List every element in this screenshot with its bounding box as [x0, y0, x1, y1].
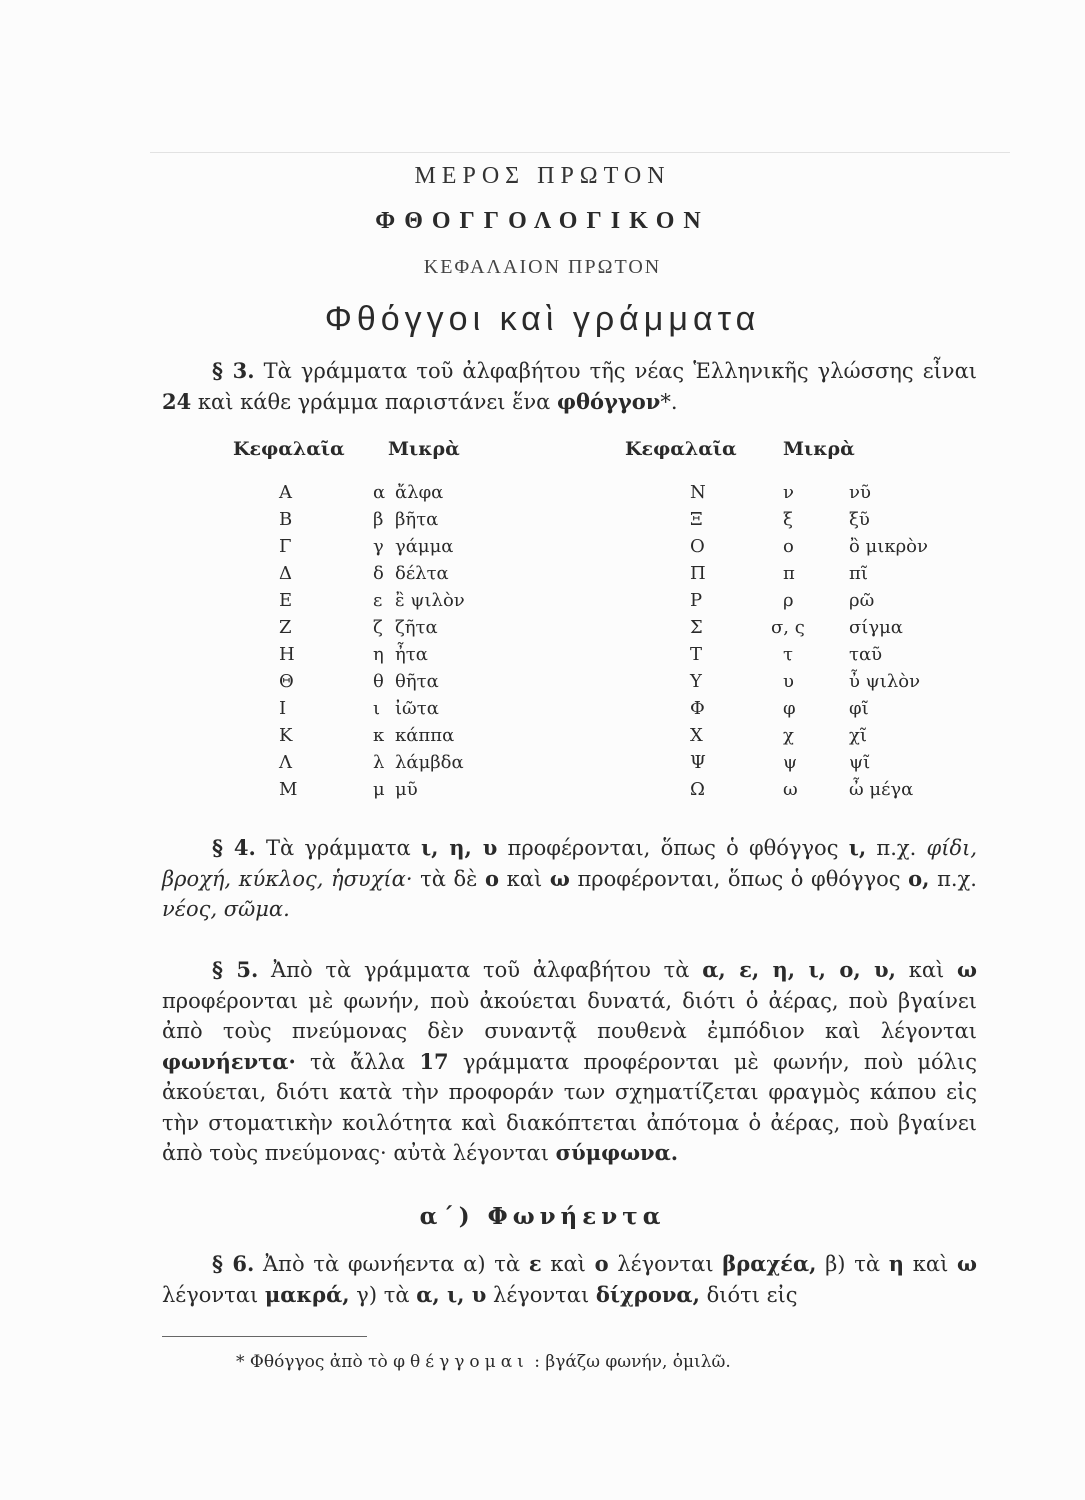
chapter-title: ΚΕΦΑΛΑΙΟΝ ΠΡΩΤΟΝ: [423, 256, 662, 278]
top-rule: [150, 152, 1010, 153]
section-title: ΦΘΟΓΓΟΛΟΓΙΚΟΝ: [375, 208, 710, 234]
part-title: ΜΕΡΟΣ ΠΡΩΤΟΝ: [414, 163, 671, 189]
section-number: § 3.: [212, 358, 255, 383]
column-header-capitals: Κεφαλαῖα: [625, 438, 737, 460]
paragraph-3: § 3. Τὰ γράμματα τοῦ ἀλφαβήτου τῆς νέας Ἑλληνικῆς γλώσσης εἶναι 24 καὶ κάθε γράμμα παριστάνει ἕνα φθόγγον*.: [162, 358, 977, 414]
term-phthongon: φθόγγον: [557, 388, 661, 414]
alphabet-table: Κεφαλαῖα Μικρὰ Κεφαλαῖα Μικρὰ Α α ἄλφα Β β βῆτα Γ γ γάμμα Δ δ δέλτα Ε ε ἒ ψιλὸν Ζ ζ ζῆτα Η η ἦτα Θ θ θῆτα Ι ι ἰῶτα Κ κ κάππα Λ λ λάμβδα Μ μ μῦ Ν ν νῦ Ξ ξ ξῦ Ο ο ὂ μικρὸν Π π πῖ Ρ ρ ρῶ Σ σ, ς σίγμα Τ τ ταῦ Υ υ ὖ ψιλὸν Φ φ φῖ Χ χ χῖ Ψ ψ ψῖ Ω ω ὦ μέγα: [233, 438, 928, 800]
paragraph-6: § 6. Ἀπὸ τὰ φωνήεντα α) τὰ ε καὶ ο λέγονται βραχέα, β) τὰ η καὶ ω λέγονται μακρά, γ) τὰ α, ι, υ λέγονται δίχρονα, διότι εἰς: [162, 1251, 978, 1307]
footnote-rule: [162, 1336, 367, 1337]
column-header-small: Μικρὰ: [783, 438, 855, 460]
footnote: * Φθόγγος ἀπὸ τὸ φθέγγομαι : βγάζω φωνήν, ὁμιλῶ.: [236, 1352, 731, 1372]
column-header-capitals: Κεφαλαῖα: [233, 438, 345, 460]
subheading-vowels: α΄) Φωνήεντα: [419, 1203, 666, 1230]
paragraph-5: § 5. Ἀπὸ τὰ γράμματα τοῦ ἀλφαβήτου τὰ α, ε, η, ι, ο, υ, καὶ ω προφέρονται μὲ φωνήν, ποὺ ἀκούεται δυνατά, διότι ὁ ἀέρας, ποὺ βγαίνει ἀπὸ τοὺς πνεύμονας δὲν συναντᾷ πουθενὰ ἐμπόδιον καὶ λέγονται φωνήεντα· τὰ ἄλλα 17 γράμματα προφέρονται μὲ φωνήν, ποὺ μόλις ἀκούεται, διότι κατὰ τὴν προφοράν των σχηματίζεται φραγμὸς κάπου εἰς τὴν στοματικὴν κοιλότητα καὶ διακόπτεται ἀπότομα ὁ ἀέρας, ποὺ βγαίνει ἀπὸ τοὺς πνεύμονας· αὐτὰ λέγονται σύμφωνα.: [162, 957, 977, 1165]
paragraph-4: § 4. Τὰ γράμματα ι, η, υ προφέρονται, ὅπως ὁ φθόγγος ι, π.χ. φίδι, βροχή, κύκλος, ἡσυχία· τὰ δὲ ο καὶ ω προφέρονται, ὅπως ὁ φθόγγος ο, π.χ. νέος, σῶμα.: [162, 835, 977, 921]
column-header-small: Μικρὰ: [388, 438, 460, 460]
page-heading: Φθόγγοι καὶ γράμματα: [324, 300, 761, 338]
section-number: § 5.: [212, 957, 259, 982]
section-number: § 4.: [212, 835, 256, 860]
section-number: § 6.: [212, 1251, 255, 1276]
